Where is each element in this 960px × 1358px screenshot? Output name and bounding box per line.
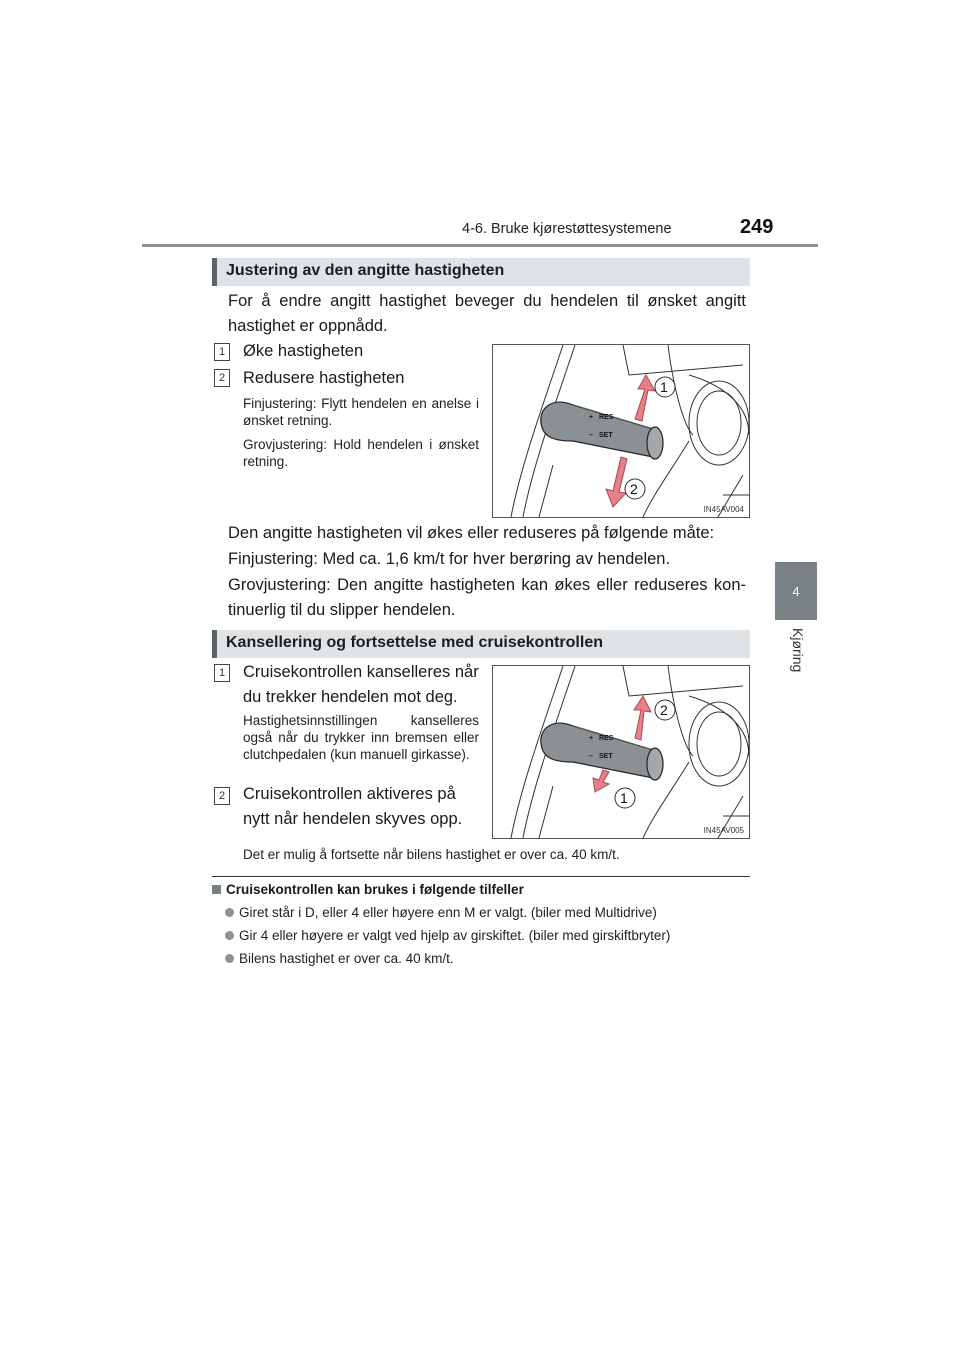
figure-lever-cancel <box>492 665 750 839</box>
lever-illustration <box>493 666 749 838</box>
item-number: 1 <box>214 343 230 361</box>
section1-intro: For å endre angitt hastighet beveger du hendelen til ønsket angitt hastighet er oppnådd. <box>228 292 746 335</box>
section-title: Kansellering og fortsettelse med cruisekontrollen <box>226 634 603 651</box>
chapter-label-text: Kjøring <box>790 628 806 673</box>
figure-code: IN45AV005 <box>703 826 744 835</box>
lever-minus-label: – <box>589 432 593 439</box>
bullet-dot-icon <box>225 931 234 940</box>
bullet-dot-icon <box>225 954 234 963</box>
bullet-dot-icon <box>225 908 234 917</box>
item-label-cancel: Cruisekontrollen kanselleres når du trekker hendelen mot deg. <box>243 663 479 706</box>
resume-speed-note: Det er mulig å fortsette når bilens hastighet er over ca. 40 km/t. <box>243 847 620 862</box>
figure-code: IN45AV004 <box>703 505 744 514</box>
chapter-label <box>772 628 820 688</box>
note-bullet-text: Bilens hastighet er over ca. 40 km/t. <box>239 951 454 966</box>
lever-res-label: RES <box>599 735 614 742</box>
square-bullet-icon <box>212 885 221 894</box>
lever-illustration <box>493 345 749 517</box>
callout-2: 2 <box>630 481 638 497</box>
lever-minus-label: – <box>589 753 593 760</box>
note-bullet <box>225 905 657 920</box>
figure-lever-adjust <box>492 344 750 518</box>
note-bullet <box>225 951 454 966</box>
callout-1: 1 <box>620 790 628 806</box>
arrow-down-icon <box>593 770 609 792</box>
item-label-decrease: Redusere hastigheten <box>243 369 405 387</box>
lever-set-label: SET <box>599 753 613 760</box>
chapter-tab <box>775 562 817 620</box>
section-header-adjust-speed <box>212 258 750 286</box>
section-title: Justering av den angitte hastigheten <box>226 262 505 279</box>
section1-text-1: Den angitte hastigheten vil økes eller reduseres på følgende måte: <box>228 524 715 542</box>
note-bullet <box>225 928 670 943</box>
section-header-cancel-resume <box>212 630 750 658</box>
cancel-note: Hastighetsinnstillingen kanselleres også når du trykker inn bremsen eller clutchpedalen (kun manuell girkasse). <box>243 713 479 762</box>
item-label-increase: Øke hastigheten <box>243 342 364 360</box>
chapter-number: 4 <box>792 583 800 599</box>
notes-heading-text: Cruisekontrollen kan brukes i følgende tilfeller <box>226 882 524 897</box>
notes-divider <box>212 876 750 877</box>
header-rule <box>142 244 818 247</box>
callout-1: 1 <box>660 379 668 395</box>
arrow-up-icon <box>634 696 651 740</box>
item-number: 2 <box>214 787 230 805</box>
section1-text-2: Finjustering: Med ca. 1,6 km/t for hver berøring av hendelen. <box>228 550 671 568</box>
item-label-resume: Cruisekontrollen aktiveres på nytt når hendelen skyves opp. <box>243 785 463 828</box>
item-number: 2 <box>214 369 230 387</box>
page-number: 249 <box>740 216 774 238</box>
item-number: 1 <box>214 664 230 682</box>
fine-adjust-note: Finjustering: Flytt hendelen en anelse i ønsket retning. <box>243 396 479 428</box>
lever-plus-label: + <box>589 735 594 742</box>
section-header-accent <box>212 630 217 658</box>
callout-2: 2 <box>660 702 668 718</box>
notes-heading <box>212 882 524 897</box>
lever-set-label: SET <box>599 432 613 439</box>
arrow-down-icon <box>606 457 627 507</box>
arrow-up-icon <box>635 375 655 421</box>
running-header-section: 4-6. Bruke kjørestøttesystemene <box>462 221 672 237</box>
note-bullet-text: Gir 4 eller høyere er valgt ved hjelp av girskiftet. (biler med girskiftbryter) <box>239 928 671 943</box>
coarse-adjust-note: Grovjustering: Hold hendelen i ønsket retning. <box>243 437 479 469</box>
section1-text-3: Grovjustering: Den angitte hastigheten kan økes eller reduseres kon-tinuerlig til du slipper hendelen. <box>228 576 746 619</box>
lever-plus-label: + <box>589 414 594 421</box>
lever-res-label: RES <box>599 414 614 421</box>
section-header-accent <box>212 258 217 286</box>
note-bullet-text: Giret står i D, eller 4 eller høyere enn M er valgt. (biler med Multidrive) <box>239 905 657 920</box>
